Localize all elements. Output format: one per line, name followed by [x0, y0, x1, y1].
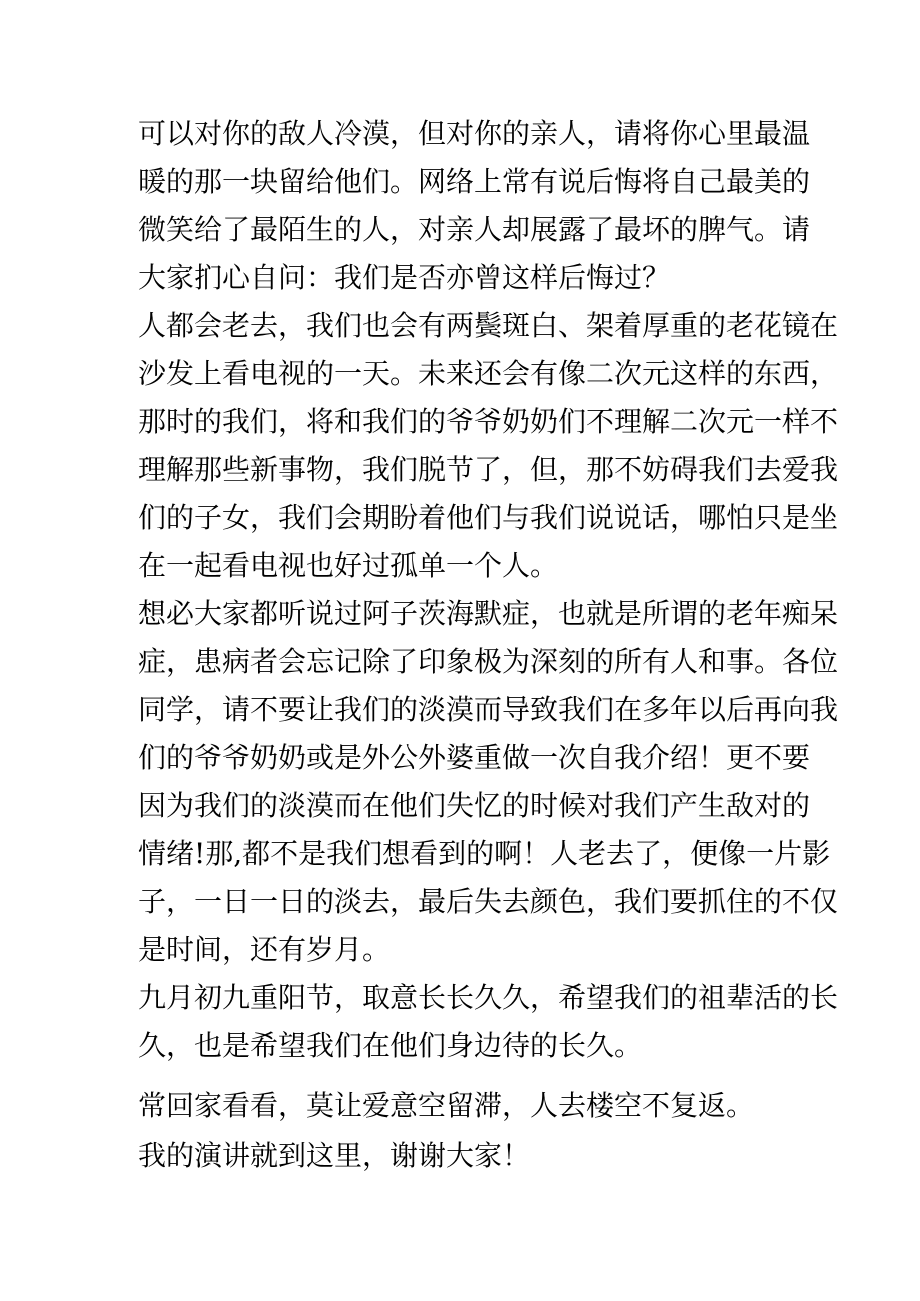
- text-line: 常回家看看，莫让爱意空留滞，人去楼空不复返。: [138, 1089, 755, 1122]
- text-line: 症，患病者会忘记除了印象极为深刻的所有人和事。各位: [138, 645, 839, 678]
- text-line: 沙发上看电视的一天。未来还会有像二次元这样的东西，: [138, 357, 839, 390]
- text-line: 暖的那一块留给他们。网络上常有说后悔将自己最美的: [138, 165, 811, 198]
- text-line: 久，也是希望我们在他们身边待的长久。: [138, 1029, 643, 1062]
- text-line: 人都会老去，我们也会有两鬓斑白、架着厚重的老花镜在: [138, 309, 839, 342]
- text-line: 九月初九重阳节，取意长长久久，希望我们的祖辈活的长: [138, 981, 839, 1014]
- text-line: 大家扪心自问：我们是否亦曾这样后悔过？: [138, 261, 671, 294]
- text-line: 我的演讲就到这里，谢谢大家！: [138, 1139, 531, 1172]
- text-line: 们的爷爷奶奶或是外公外婆重做一次自我介绍！更不要: [138, 741, 811, 774]
- text-line: 们的子女，我们会期盼着他们与我们说说话，哪怕只是坐: [138, 501, 839, 534]
- text-line: 因为我们的淡漠而在他们失忆的时候对我们产生敌对的: [138, 789, 811, 822]
- text-line: 想必大家都听说过阿子茨海默症，也就是所谓的老年痴呆: [138, 597, 839, 630]
- text-line: 理解那些新事物，我们脱节了，但，那不妨碍我们去爱我: [138, 453, 839, 486]
- text-line: 可以对你的敌人冷漠，但对你的亲人，请将你心里最温: [138, 117, 811, 150]
- text-line: 是时间，还有岁月。: [138, 933, 391, 966]
- text-line: 在一起看电视也好过孤单一个人。: [138, 549, 559, 582]
- text-line: 子，一日一日的淡去，最后失去颜色，我们要抓住的不仅: [138, 885, 839, 918]
- text-line: 情绪!那,都不是我们想看到的啊！人老去了，便像一片影: [138, 837, 831, 870]
- text-line: 微笑给了最陌生的人，对亲人却展露了最坏的脾气。请: [138, 213, 811, 246]
- text-line: 那时的我们，将和我们的爷爷奶奶们不理解二次元一样不: [138, 405, 839, 438]
- text-line: 同学，请不要让我们的淡漠而导致我们在多年以后再向我: [138, 693, 839, 726]
